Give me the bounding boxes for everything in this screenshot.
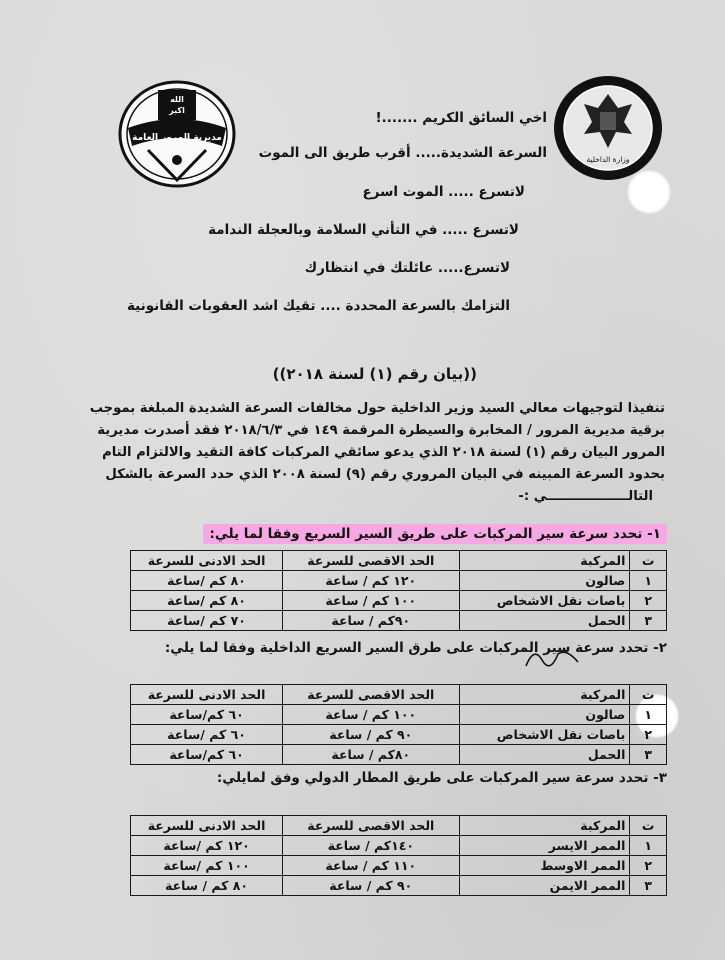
row-max: ١٢٠ كم / ساعة bbox=[283, 571, 459, 591]
row-vehicle: باصات نقل الاشخاص bbox=[459, 591, 630, 611]
header-max: الحد الاقصى للسرعة bbox=[283, 551, 459, 571]
header-vehicle: المركبة bbox=[459, 685, 630, 705]
header-num: ت bbox=[630, 551, 667, 571]
section-1-heading bbox=[203, 526, 667, 542]
row-vehicle: الممر الايسر bbox=[459, 836, 630, 856]
row-num: ٢ bbox=[630, 591, 667, 611]
row-max: ١٠٠ كم / ساعة bbox=[283, 705, 459, 725]
row-vehicle: باصات نقل الاشخاص bbox=[459, 725, 630, 745]
row-min: ٨٠ كم / ساعة bbox=[131, 876, 283, 896]
header-max: الحد الاقصى للسرعة bbox=[283, 685, 459, 705]
intro-line-5: التالــــــــــــــــــي :- bbox=[518, 489, 653, 504]
header-vehicle: المركبة bbox=[459, 551, 630, 571]
speed-table-1 bbox=[130, 550, 667, 631]
intro-line-1: تنفيذا لتوجيهات معالي السيد وزير الداخلية حول مخالفات السرعة الشديدة المبلغة بموجب bbox=[89, 401, 665, 416]
table-row bbox=[131, 571, 667, 591]
row-num: ٣ bbox=[630, 611, 667, 631]
row-vehicle: الحمل bbox=[459, 611, 630, 631]
header-max: الحد الاقصى للسرعة bbox=[283, 816, 459, 836]
table-row bbox=[131, 591, 667, 611]
seal-left-text-3: مديرية المرور العامة bbox=[132, 133, 222, 143]
row-num: ٢ bbox=[630, 856, 667, 876]
row-num: ٢ bbox=[630, 725, 667, 745]
row-vehicle: الممر الايمن bbox=[459, 876, 630, 896]
speed-table-3 bbox=[130, 815, 667, 896]
row-min: ٦٠ كم /ساعة bbox=[131, 725, 283, 745]
seal-right-caption: وزارة الداخلية bbox=[586, 155, 630, 164]
slogan-3: لاتسرع ..... في التأني السلامة وبالعجلة الندامة bbox=[208, 222, 519, 238]
table-row bbox=[131, 705, 667, 725]
row-min: ٦٠ كم/ساعة bbox=[131, 745, 283, 765]
row-max: ١١٠ كم / ساعة bbox=[283, 856, 459, 876]
speed-table-2 bbox=[130, 684, 667, 765]
row-min: ١٢٠ كم /ساعة bbox=[131, 836, 283, 856]
seal-left-text-1: الله bbox=[170, 95, 184, 104]
intro-line-3: المرور البيان رقم (١) لسنة ٢٠١٨ الذي يدعو سائقي المركبات كافة التقيد والالتزام التام bbox=[102, 445, 665, 460]
section-2-heading: ٢- تحدد سرعة سير المركبات على طرق السير السريع الداخلية وفقا لما يلي: bbox=[164, 640, 667, 656]
signature-scribble bbox=[522, 642, 582, 672]
row-vehicle: صالون bbox=[459, 705, 630, 725]
header-num: ت bbox=[630, 685, 667, 705]
header-min: الحد الادنى للسرعة bbox=[131, 816, 283, 836]
row-max: ١٠٠ كم / ساعة bbox=[283, 591, 459, 611]
row-max: ٩٠ كم / ساعة bbox=[283, 876, 459, 896]
row-max: ٩٠ كم / ساعة bbox=[283, 725, 459, 745]
row-max: ٨٠كم / ساعة bbox=[283, 745, 459, 765]
header-min: الحد الادنى للسرعة bbox=[131, 685, 283, 705]
row-min: ٨٠ كم /ساعة bbox=[131, 571, 283, 591]
row-min: ٧٠ كم /ساعة bbox=[131, 611, 283, 631]
header-vehicle: المركبة bbox=[459, 816, 630, 836]
table-header-row bbox=[131, 816, 667, 836]
section-1-highlight: ١- تحدد سرعة سير المركبات على طريق السير السريع وفقا لما يلي: bbox=[203, 524, 667, 544]
row-min: ١٠٠ كم /ساعة bbox=[131, 856, 283, 876]
intro-paragraph bbox=[89, 398, 665, 508]
table-row bbox=[131, 876, 667, 896]
traffic-directorate-seal bbox=[118, 80, 236, 188]
row-vehicle: الممر الاوسط bbox=[459, 856, 630, 876]
row-max: ١٤٠كم / ساعة bbox=[283, 836, 459, 856]
table-row bbox=[131, 725, 667, 745]
row-min: ٨٠ كم /ساعة bbox=[131, 591, 283, 611]
row-num: ١ bbox=[630, 836, 667, 856]
row-vehicle: صالون bbox=[459, 571, 630, 591]
row-num: ١ bbox=[630, 571, 667, 591]
slogan-2: لاتسرع ..... الموت اسرع bbox=[362, 184, 525, 200]
slogan-5: التزامك بالسرعة المحددة .... تقيك اشد العقوبات القانونية bbox=[126, 298, 510, 314]
section-3-heading: ٣- تحدد سرعة سير المركبات على طريق المطار الدولي وفق لمايلي: bbox=[216, 770, 667, 786]
table-row bbox=[131, 745, 667, 765]
table-row bbox=[131, 611, 667, 631]
slogan-1: السرعة الشديدة..... أقرب طريق الى الموت bbox=[258, 145, 547, 161]
greeting-line: اخي السائق الكريم .......! bbox=[375, 110, 547, 126]
row-max: ٩٠كم / ساعة bbox=[283, 611, 459, 631]
row-min: ٦٠ كم/ساعة bbox=[131, 705, 283, 725]
intro-line-2: برقية مديرية المرور / المخابرة والسيطرة المرقمة ١٤٩ في ٢٠١٨/٦/٣ فقد أصدرت مديرية bbox=[97, 423, 665, 438]
row-num: ٣ bbox=[630, 876, 667, 896]
table-header-row bbox=[131, 551, 667, 571]
punch-hole-top bbox=[627, 170, 671, 214]
table-header-row bbox=[131, 685, 667, 705]
table-row bbox=[131, 856, 667, 876]
header-min: الحد الادنى للسرعة bbox=[131, 551, 283, 571]
header-num: ت bbox=[630, 816, 667, 836]
table-row bbox=[131, 836, 667, 856]
intro-line-4: بحدود السرعة المبينه في البيان المروري رقم (٩) لسنة ٢٠٠٨ الذي حدد السرعة بالشكل bbox=[105, 467, 665, 482]
slogan-4: لاتسرع..... عائلتك في انتظارك bbox=[304, 260, 510, 276]
seal-left-text-2: اكبر bbox=[169, 106, 185, 115]
statement-title: ((بيان رقم (١) لسنة ٢٠١٨)) bbox=[272, 365, 477, 383]
row-vehicle: الحمل bbox=[459, 745, 630, 765]
ministry-interior-seal bbox=[552, 74, 664, 182]
row-num: ١ bbox=[630, 705, 667, 725]
row-num: ٣ bbox=[630, 745, 667, 765]
